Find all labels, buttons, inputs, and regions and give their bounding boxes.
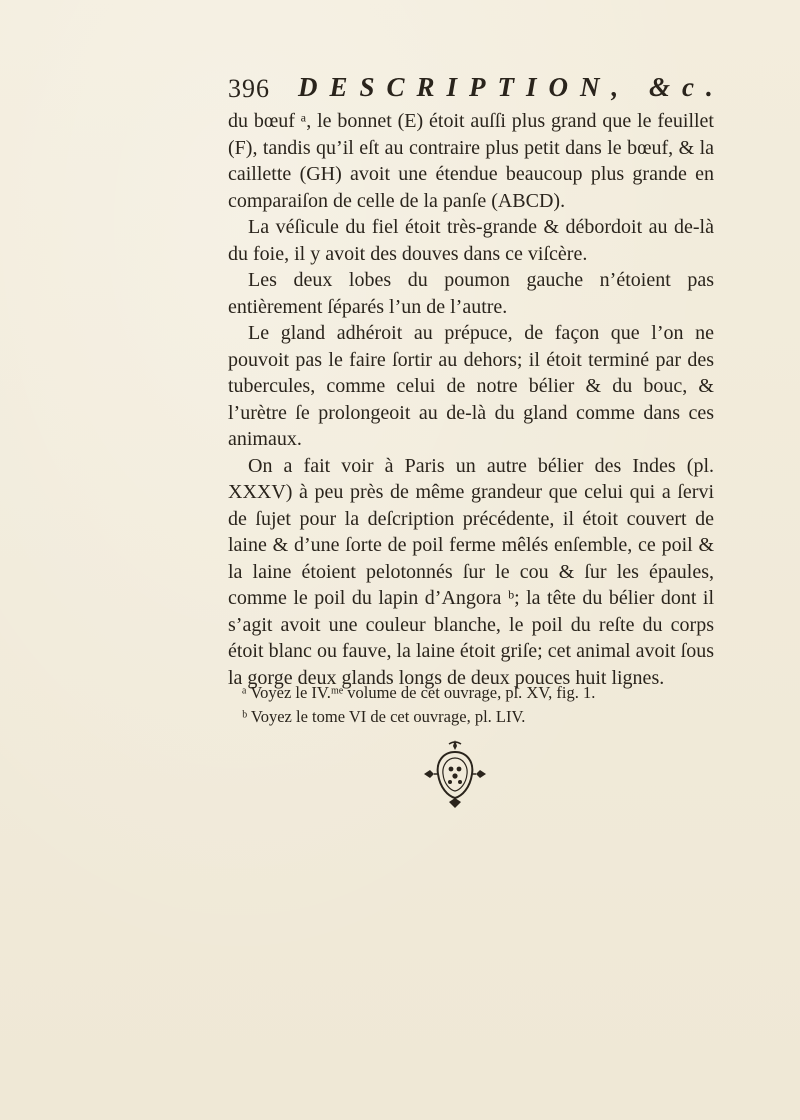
page-number: 396 [228,74,270,103]
page-header [228,72,725,108]
paragraph: du bœuf ᵃ, le bonnet (E) étoit auſſi plus grand que le feuillet (F), tandis qu’il eſt au contraire plus petit dans le bœuf, & la caillette (GH) avoit une étendue beaucoup plus grande en comparaiſon de celle de la panſe (ABCD). [228,110,714,212]
footnote: ᵃ Voyez le IV.ᵐᵉ volume de cet ouvrage, pl. XV, fig. 1. [242,683,596,702]
running-title: DESCRIPTION, &c. [298,72,725,102]
paragraph: La véſicule du fiel étoit très-grande & débordoit au de-là du foie, il y avoit des douves dans ce viſcère. [228,216,714,265]
fleuron-ornament-icon [422,738,488,810]
paragraph: On a fait voir à Paris un autre bélier des Indes (pl. XXXV) à peu près de même grandeur que celui qui a ſervi de ſujet pour la deſcription précédente, il étoit couvert de laine & d’une ſorte de poil ferme mêlés enſemble, ce poil & la laine étoient pelotonnés ſur le cou & ſur les épaules, comme le poil du lapin d’Angora ᵇ; la tête du bélier dont il s’agit avoit une couleur blanche, le poil du reſte du corps étoit blanc ou fauve, la laine étoit griſe; cet animal avoit ſous la gorge deux glands longs de deux pouces huit lignes. [228,454,714,689]
footnotes [242,681,722,729]
body-text [228,108,714,691]
paragraph: Le gland adhéroit au prépuce, de façon que l’on ne pouvoit pas le faire ſortir au dehors; il étoit terminé par des tubercules, comme celui de notre bélier & du bouc, & l’urètre ſe prolongeoit au de-là du gland comme dans ces animaux. [228,322,714,450]
footnote: ᵇ Voyez le tome VI de cet ouvrage, pl. LIV. [242,707,526,726]
paragraph: Les deux lobes du poumon gauche n’étoient pas entièrement ſéparés l’un de l’autre. [228,269,714,318]
